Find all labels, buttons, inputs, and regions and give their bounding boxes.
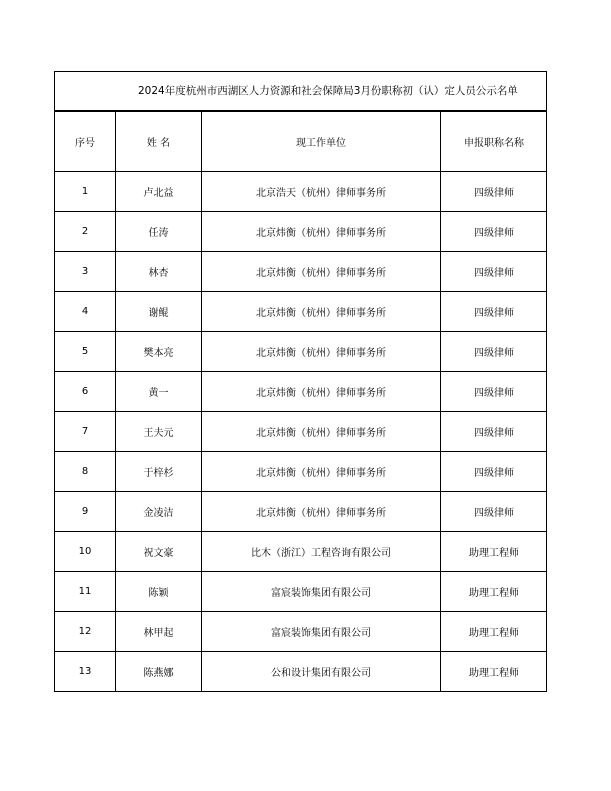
cell-name: 任涛 — [116, 212, 202, 252]
cell-no: 3 — [55, 252, 116, 292]
cell-no: 5 — [55, 332, 116, 372]
table-row — [55, 252, 548, 292]
header-name: 姓 名 — [116, 112, 202, 172]
cell-title: 助理工程师 — [441, 652, 548, 692]
cell-no: 7 — [55, 412, 116, 452]
right-border — [546, 71, 547, 692]
cell-no: 13 — [55, 652, 116, 692]
personnel-table — [54, 111, 547, 692]
cell-unit: 北京炜衡（杭州）律师事务所 — [202, 452, 441, 492]
cell-no: 2 — [55, 212, 116, 252]
cell-name: 林甲起 — [116, 612, 202, 652]
header-row — [55, 112, 548, 172]
cell-title: 四级律师 — [441, 212, 548, 252]
cell-title: 四级律师 — [441, 292, 548, 332]
header-unit: 现工作单位 — [202, 112, 441, 172]
cell-name: 谢鲲 — [116, 292, 202, 332]
cell-unit: 北京炜衡（杭州）律师事务所 — [202, 372, 441, 412]
cell-title: 助理工程师 — [441, 612, 548, 652]
cell-unit: 北京炜衡（杭州）律师事务所 — [202, 212, 441, 252]
cell-no: 6 — [55, 372, 116, 412]
header-title: 申报职称名称 — [441, 112, 548, 172]
table-row — [55, 452, 548, 492]
cell-name: 林杏 — [116, 252, 202, 292]
cell-unit: 富宸装饰集团有限公司 — [202, 572, 441, 612]
cell-title: 四级律师 — [441, 452, 548, 492]
cell-title: 四级律师 — [441, 372, 548, 412]
table-row — [55, 212, 548, 252]
table-body — [55, 172, 548, 692]
cell-unit: 公和设计集团有限公司 — [202, 652, 441, 692]
table-row — [55, 612, 548, 652]
cell-title: 助理工程师 — [441, 572, 548, 612]
cell-name: 祝文豪 — [116, 532, 202, 572]
table-row — [55, 532, 548, 572]
table-row — [55, 372, 548, 412]
spreadsheet-area — [54, 71, 547, 692]
cell-title: 四级律师 — [441, 492, 548, 532]
cell-name: 樊本亮 — [116, 332, 202, 372]
cell-name: 黄一 — [116, 372, 202, 412]
cell-no: 11 — [55, 572, 116, 612]
cell-no: 1 — [55, 172, 116, 212]
cell-unit: 北京炜衡（杭州）律师事务所 — [202, 292, 441, 332]
table-row — [55, 652, 548, 692]
cell-unit: 北京炜衡（杭州）律师事务所 — [202, 252, 441, 292]
cell-title: 助理工程师 — [441, 532, 548, 572]
table-row — [55, 492, 548, 532]
cell-name: 陈燕娜 — [116, 652, 202, 692]
table-row — [55, 572, 548, 612]
cell-no: 10 — [55, 532, 116, 572]
cell-name: 王夫元 — [116, 412, 202, 452]
cell-title: 四级律师 — [441, 412, 548, 452]
cell-unit: 北京炜衡（杭州）律师事务所 — [202, 412, 441, 452]
document-title: 2024年度杭州市西湖区人力资源和社会保障局3月份职称初（认）定人员公示名单 — [138, 85, 518, 97]
cell-no: 12 — [55, 612, 116, 652]
cell-title: 四级律师 — [441, 332, 548, 372]
cell-no: 4 — [55, 292, 116, 332]
cell-unit: 北京浩天（杭州）律师事务所 — [202, 172, 441, 212]
cell-name: 卢北益 — [116, 172, 202, 212]
table-row — [55, 332, 548, 372]
cell-no: 8 — [55, 452, 116, 492]
cell-title: 四级律师 — [441, 252, 548, 292]
cell-unit: 北京炜衡（杭州）律师事务所 — [202, 332, 441, 372]
cell-unit: 北京炜衡（杭州）律师事务所 — [202, 492, 441, 532]
table-row — [55, 292, 548, 332]
cell-name: 陈颖 — [116, 572, 202, 612]
cell-name: 金凌洁 — [116, 492, 202, 532]
cell-no: 9 — [55, 492, 116, 532]
cell-unit: 富宸装饰集团有限公司 — [202, 612, 441, 652]
title-row — [54, 71, 547, 111]
cell-unit: 比木（浙江）工程咨询有限公司 — [202, 532, 441, 572]
header-no: 序号 — [55, 112, 116, 172]
cell-name: 于梓杉 — [116, 452, 202, 492]
table-row — [55, 412, 548, 452]
table-row — [55, 172, 548, 212]
cell-title: 四级律师 — [441, 172, 548, 212]
